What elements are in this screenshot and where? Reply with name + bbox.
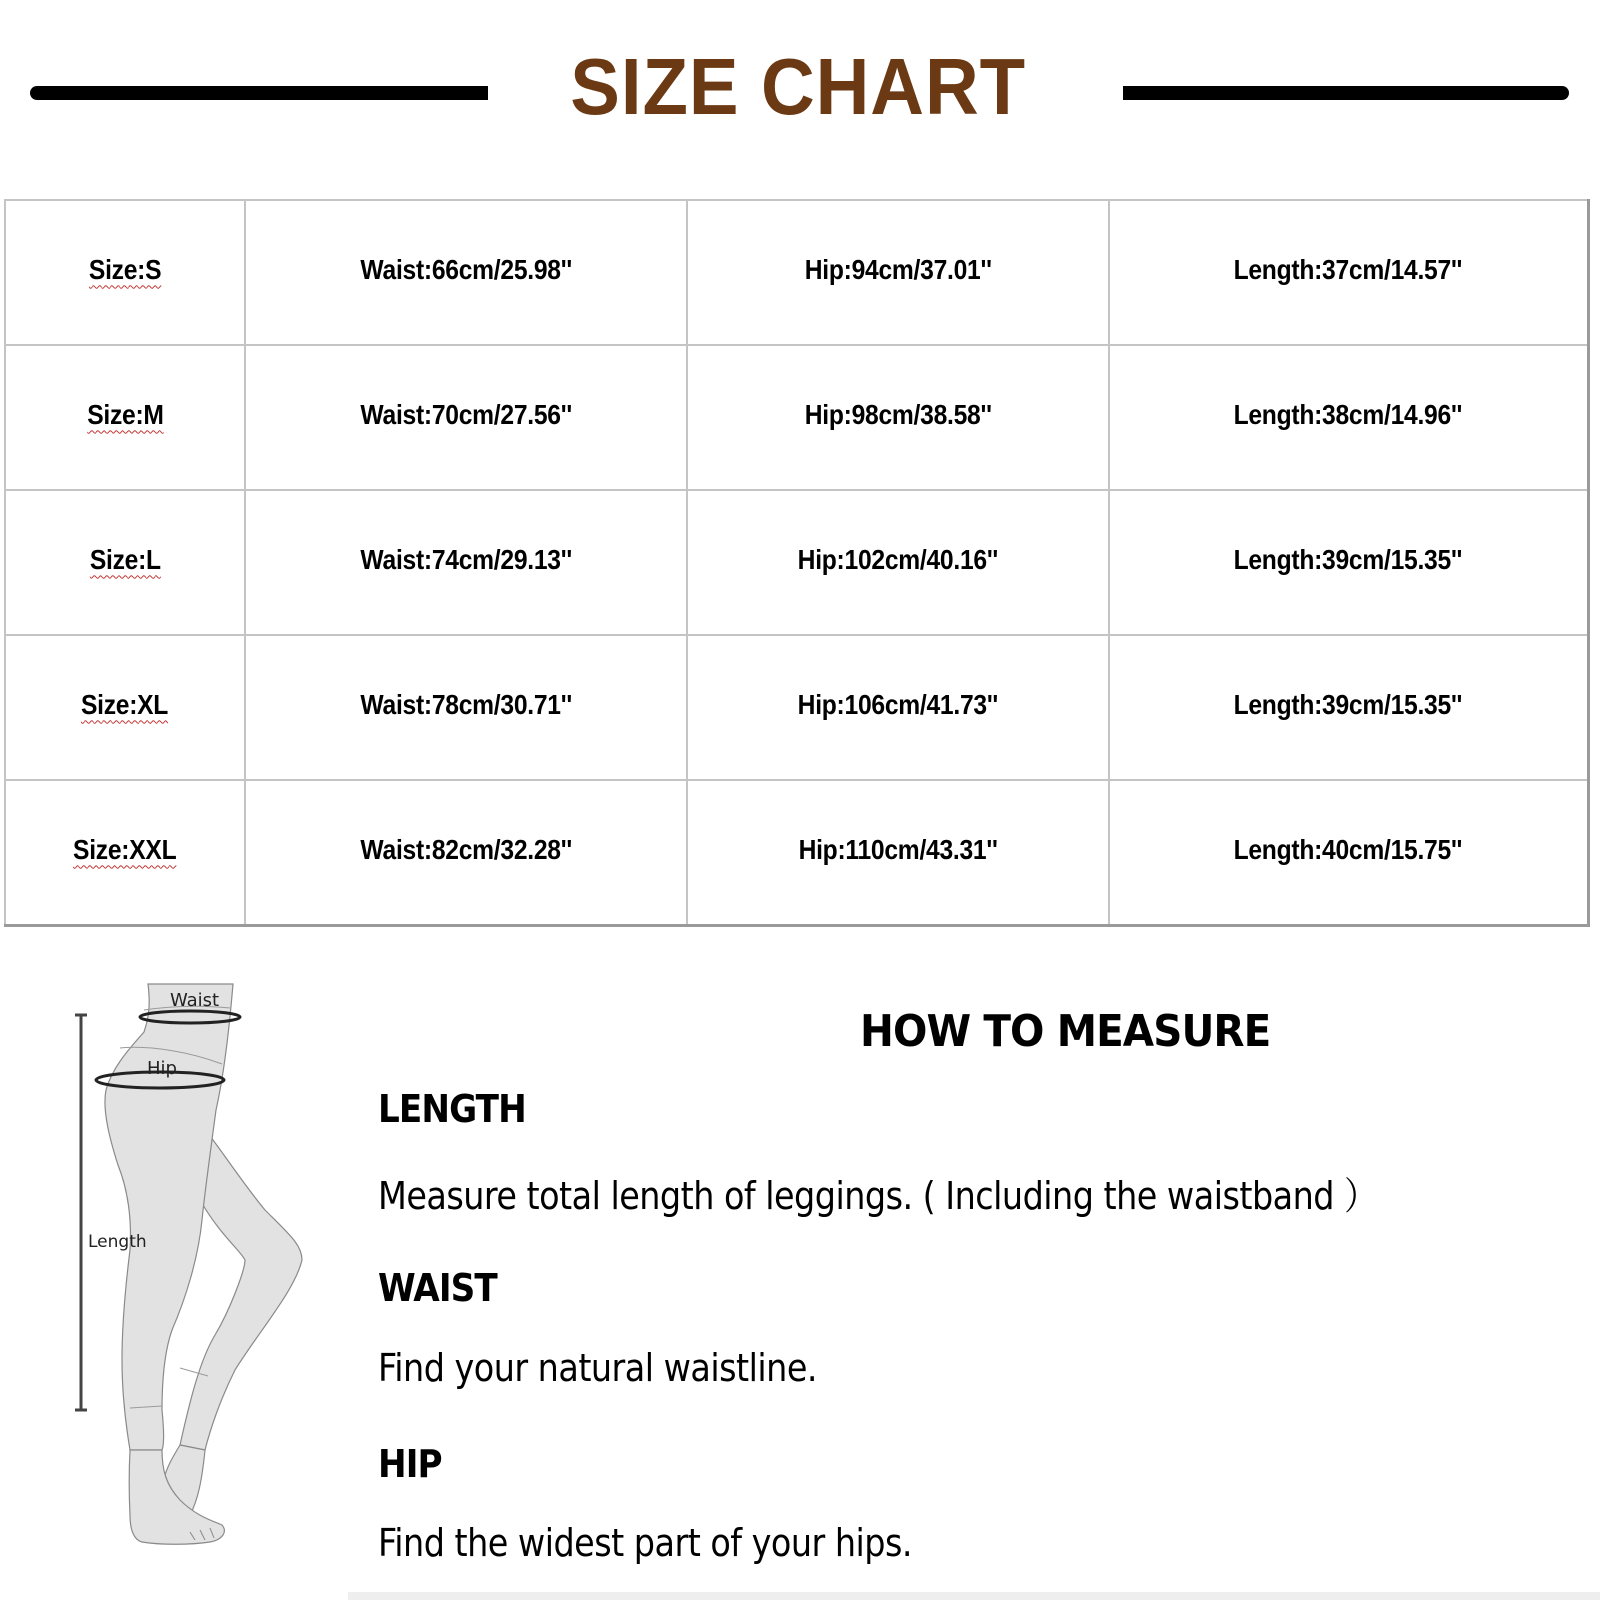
hip-heading: HIP — [378, 1442, 442, 1486]
header-rule-right — [1123, 86, 1569, 100]
hip-value: Hip:94cm/37.01'' — [804, 253, 992, 285]
length-value: Length:37cm/14.57'' — [1233, 253, 1463, 285]
figure-label-hip: Hip — [147, 1058, 177, 1079]
leggings-measurement-diagram — [40, 960, 340, 1600]
bottom-band — [348, 1592, 1600, 1600]
waist-cell — [245, 345, 687, 490]
hip-cell — [687, 490, 1109, 635]
waist-value: Waist:70cm/27.56'' — [360, 398, 572, 430]
length-cell — [1109, 345, 1588, 490]
waist-cell — [245, 635, 687, 780]
hip-value: Hip:106cm/41.73'' — [797, 688, 999, 720]
waist-cell — [245, 780, 687, 926]
waist-value: Waist:82cm/32.28'' — [360, 833, 572, 865]
table-row — [5, 780, 1588, 926]
size-cell — [5, 200, 245, 345]
length-cell — [1109, 490, 1588, 635]
length-value: Length:39cm/15.35'' — [1233, 543, 1463, 575]
length-value: Length:39cm/15.35'' — [1233, 688, 1463, 720]
waist-value: Waist:74cm/29.13'' — [360, 543, 572, 575]
hip-cell — [687, 635, 1109, 780]
figure-label-waist: Waist — [170, 990, 220, 1011]
size-label: Size:XL — [81, 688, 169, 720]
length-value: Length:38cm/14.96'' — [1233, 398, 1463, 430]
page-title-text: SIZE CHART — [570, 42, 1026, 131]
waist-cell — [245, 200, 687, 345]
waist-heading: WAIST — [378, 1266, 497, 1310]
waist-cell — [245, 490, 687, 635]
table-row — [5, 200, 1588, 345]
size-label: Size:XXL — [73, 833, 177, 865]
figure-label-length: Length — [88, 1232, 147, 1252]
length-instruction: Measure total length of leggings. ( Including the waistband ） — [378, 1174, 1377, 1218]
hip-cell — [687, 345, 1109, 490]
waist-value: Waist:66cm/25.98'' — [360, 253, 572, 285]
length-cell — [1109, 200, 1588, 345]
size-cell — [5, 635, 245, 780]
length-cell — [1109, 780, 1588, 926]
size-table — [4, 199, 1590, 927]
how-to-measure-title: HOW TO MEASURE — [860, 1006, 1271, 1057]
hip-cell — [687, 200, 1109, 345]
size-chart-header — [0, 0, 1600, 180]
table-row — [5, 635, 1588, 780]
table-row — [5, 490, 1588, 635]
hip-value: Hip:102cm/40.16'' — [797, 543, 999, 575]
leggings-figure-icon — [40, 960, 340, 1600]
hip-cell — [687, 780, 1109, 926]
size-label: Size:S — [88, 253, 162, 285]
hip-value: Hip:98cm/38.58'' — [804, 398, 992, 430]
size-cell — [5, 780, 245, 926]
waist-instruction: Find your natural waistline. — [378, 1346, 817, 1390]
size-label: Size:L — [89, 543, 161, 575]
size-label: Size:M — [86, 398, 164, 430]
hip-value: Hip:110cm/43.31'' — [798, 833, 998, 865]
waist-value: Waist:78cm/30.71'' — [360, 688, 572, 720]
length-cell — [1109, 635, 1588, 780]
table-row — [5, 345, 1588, 490]
size-cell — [5, 490, 245, 635]
length-value: Length:40cm/15.75'' — [1233, 833, 1463, 865]
length-heading: LENGTH — [378, 1087, 526, 1131]
hip-instruction: Find the widest part of your hips. — [378, 1521, 912, 1565]
size-cell — [5, 345, 245, 490]
